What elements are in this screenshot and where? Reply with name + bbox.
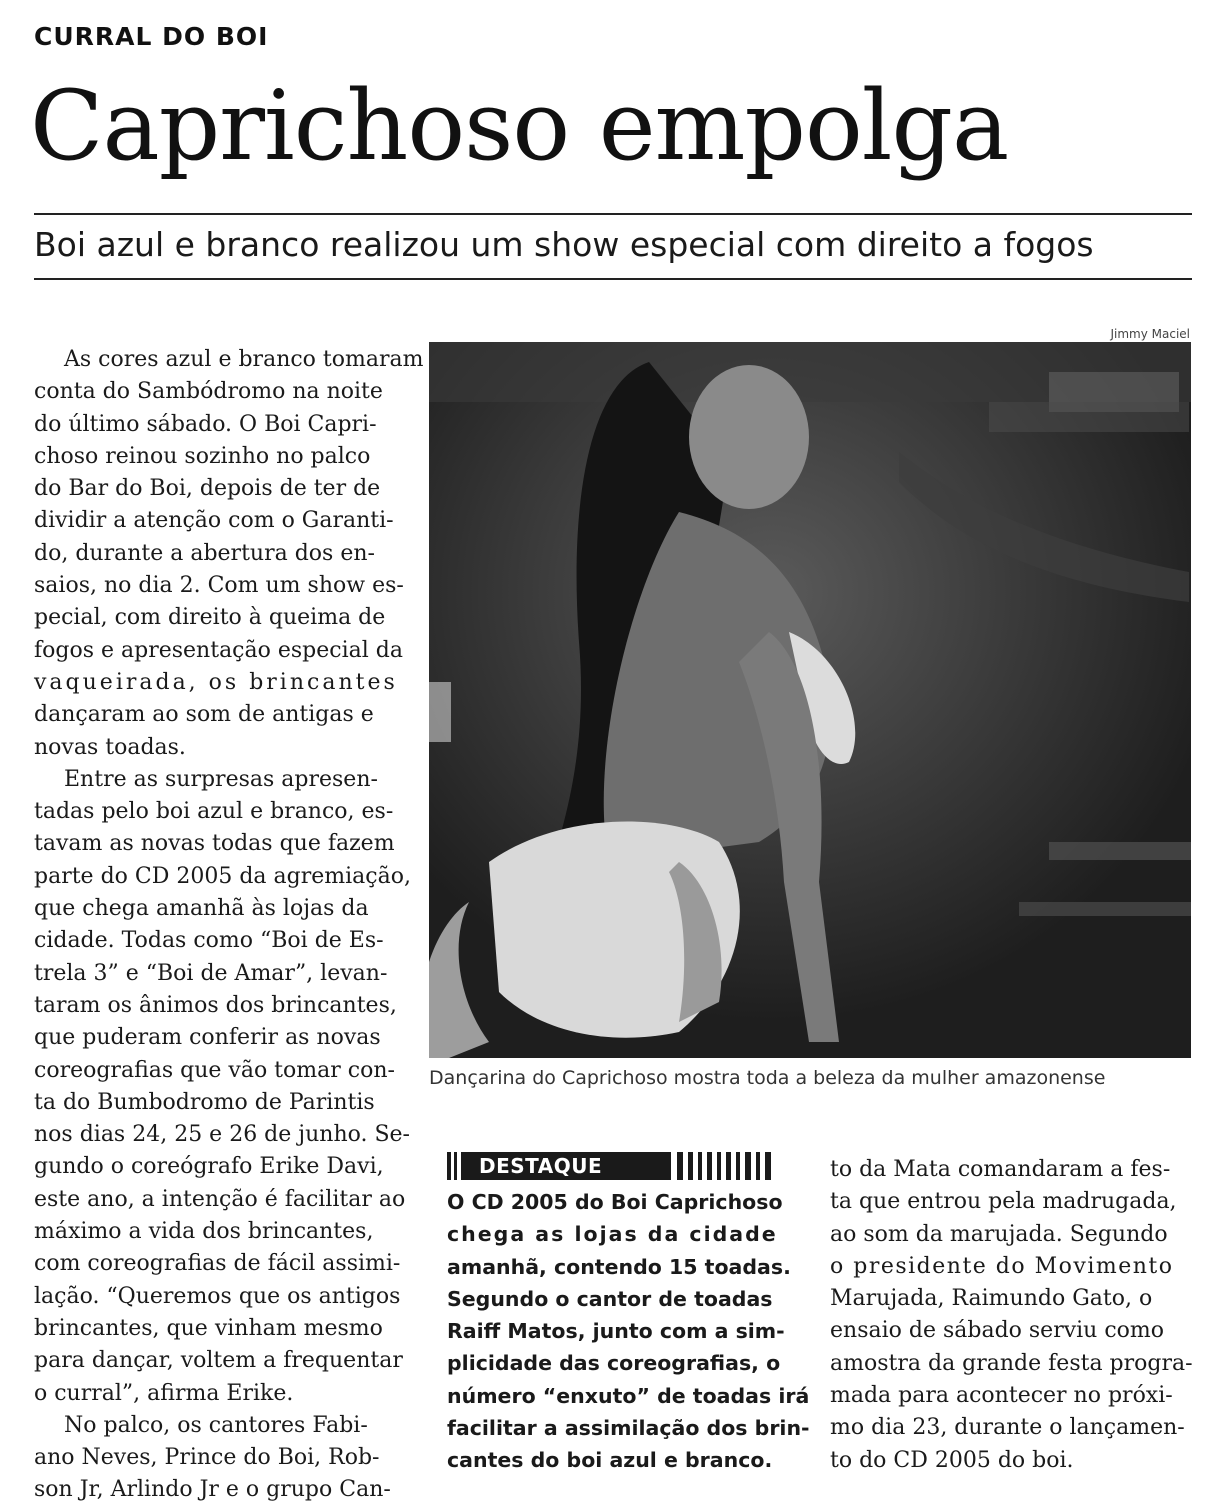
article-line: que puderam conferir as novas xyxy=(34,1025,381,1051)
destaque-stripe xyxy=(454,1152,457,1180)
article-line: As cores azul e branco tomaram xyxy=(64,347,424,372)
destaque-stripe xyxy=(765,1152,771,1180)
article-line: cidade. Todas como “Boi de Es- xyxy=(34,928,384,954)
article-line: conta do Sambódromo na noite xyxy=(34,379,383,405)
destaque-stripe xyxy=(717,1152,721,1180)
destaque-stripe xyxy=(745,1152,751,1180)
article-line: do último sábado. O Boi Capri- xyxy=(34,411,377,437)
destaque-stripe xyxy=(677,1152,683,1180)
article-line: do Bar do Boi, depois de ter de xyxy=(34,476,381,502)
article-line: dividir a atenção com o Garanti- xyxy=(34,508,394,534)
article-line: o presidente do Movimento xyxy=(830,1253,1174,1279)
article-line: choso reinou sozinho no palco xyxy=(34,443,371,469)
destaque-line: cantes do boi azul e branco. xyxy=(447,1448,773,1473)
destaque-stripe xyxy=(447,1152,451,1180)
destaque-line: Segundo o cantor de toadas xyxy=(447,1286,773,1311)
destaque-stripe xyxy=(756,1152,760,1180)
destaque-line: amanhã, contendo 15 toadas. xyxy=(447,1254,791,1279)
bottom-rule xyxy=(34,278,1192,280)
destaque-label: DESTAQUE xyxy=(461,1152,671,1180)
article-line: o curral”, afirma Erike. xyxy=(34,1380,294,1406)
article-line: novas toadas. xyxy=(34,734,186,760)
article-line: brincantes, que vinham mesmo xyxy=(34,1315,383,1341)
article-line: ao som da marujada. Segundo xyxy=(830,1221,1168,1247)
article-line: coreografias que vão tomar con- xyxy=(34,1057,395,1083)
article-line: parte do CD 2005 da agremiação, xyxy=(34,863,411,889)
article-line: ano Neves, Prince do Boi, Rob- xyxy=(34,1445,380,1471)
article-line: trela 3” e “Boi de Amar”, levan- xyxy=(34,960,388,986)
destaque-stripe xyxy=(688,1152,693,1180)
photo-credit: Jimmy Maciel xyxy=(1110,327,1190,341)
article-line: Entre as surpresas apresen- xyxy=(64,766,378,792)
article-line: ta do Bumbodromo de Parintis xyxy=(34,1089,375,1115)
subheadline: Boi azul e branco realizou um show especial com direito a fogos xyxy=(34,225,1094,264)
article-line: nos dias 24, 25 e 26 de junho. Se- xyxy=(34,1122,410,1148)
destaque-line: número “enxuto” de toadas irá xyxy=(447,1383,810,1408)
article-line: to da Mata comandaram a fes- xyxy=(830,1157,1171,1182)
article-line: fogos e apresentação especial da xyxy=(34,637,403,663)
article-line: com coreografias de fácil assimi- xyxy=(34,1251,401,1277)
destaque-line: O CD 2005 do Boi Caprichoso xyxy=(447,1190,783,1214)
destaque-stripe xyxy=(726,1152,731,1180)
article-line: tavam as novas todas que fazem xyxy=(34,831,395,857)
article-line: No palco, os cantores Fabi- xyxy=(64,1412,368,1438)
article-line: ta que entrou pela madrugada, xyxy=(830,1189,1177,1215)
article-line: Marujada, Raimundo Gato, o xyxy=(830,1286,1153,1312)
destaque-header xyxy=(447,1152,777,1180)
destaque-line: plicidade das coreografias, o xyxy=(447,1351,781,1376)
dancer-photo xyxy=(429,342,1191,1058)
article-line: pecial, com direito à queima de xyxy=(34,605,386,631)
section-kicker: CURRAL DO BOI xyxy=(34,22,269,51)
article-line: lação. “Queremos que os antigos xyxy=(34,1283,401,1309)
destaque-stripe xyxy=(707,1152,712,1180)
article-line: do, durante a abertura dos en- xyxy=(34,540,375,566)
article-line: tadas pelo boi azul e branco, es- xyxy=(34,799,394,825)
article-line: to do CD 2005 do boi. xyxy=(830,1447,1074,1473)
article-line: son Jr, Arlindo Jr e o grupo Can- xyxy=(34,1477,391,1503)
destaque-stripe xyxy=(736,1152,740,1180)
headline: Caprichoso empolga xyxy=(30,70,1009,182)
top-rule xyxy=(34,213,1192,215)
destaque-stripe xyxy=(698,1152,702,1180)
destaque-line: chega as lojas da cidade xyxy=(447,1222,778,1247)
destaque-box xyxy=(447,1186,810,1477)
article-column-left xyxy=(34,344,424,1507)
article-line: que chega amanhã às lojas da xyxy=(34,896,369,922)
article-column-right xyxy=(830,1154,1192,1477)
article-line: ensaio de sábado serviu como xyxy=(830,1318,1165,1344)
article-line: mo dia 23, durante o lançamen- xyxy=(830,1415,1185,1441)
photo-caption: Dançarina do Caprichoso mostra toda a beleza da mulher amazonense xyxy=(429,1067,1106,1089)
article-line: mada para acontecer no próxi- xyxy=(830,1383,1173,1409)
article-line: este ano, a intenção é facilitar ao xyxy=(34,1186,406,1212)
article-line: para dançar, voltem a frequentar xyxy=(34,1348,403,1374)
article-line: máximo a vida dos brincantes, xyxy=(34,1219,374,1245)
article-line: taram os ânimos dos brincantes, xyxy=(34,992,397,1018)
article-line: amostra da grande festa progra- xyxy=(830,1350,1193,1376)
article-line: dançaram ao som de antigas e xyxy=(34,702,374,728)
destaque-line: Raiff Matos, junto com a sim- xyxy=(447,1319,785,1344)
article-line: vaqueirada, os brincantes xyxy=(34,669,398,695)
article-line: gundo o coreógrafo Erike Davi, xyxy=(34,1154,384,1180)
destaque-line: facilitar a assimilação dos brin- xyxy=(447,1416,810,1441)
article-line: saios, no dia 2. Com um show es- xyxy=(34,573,404,599)
